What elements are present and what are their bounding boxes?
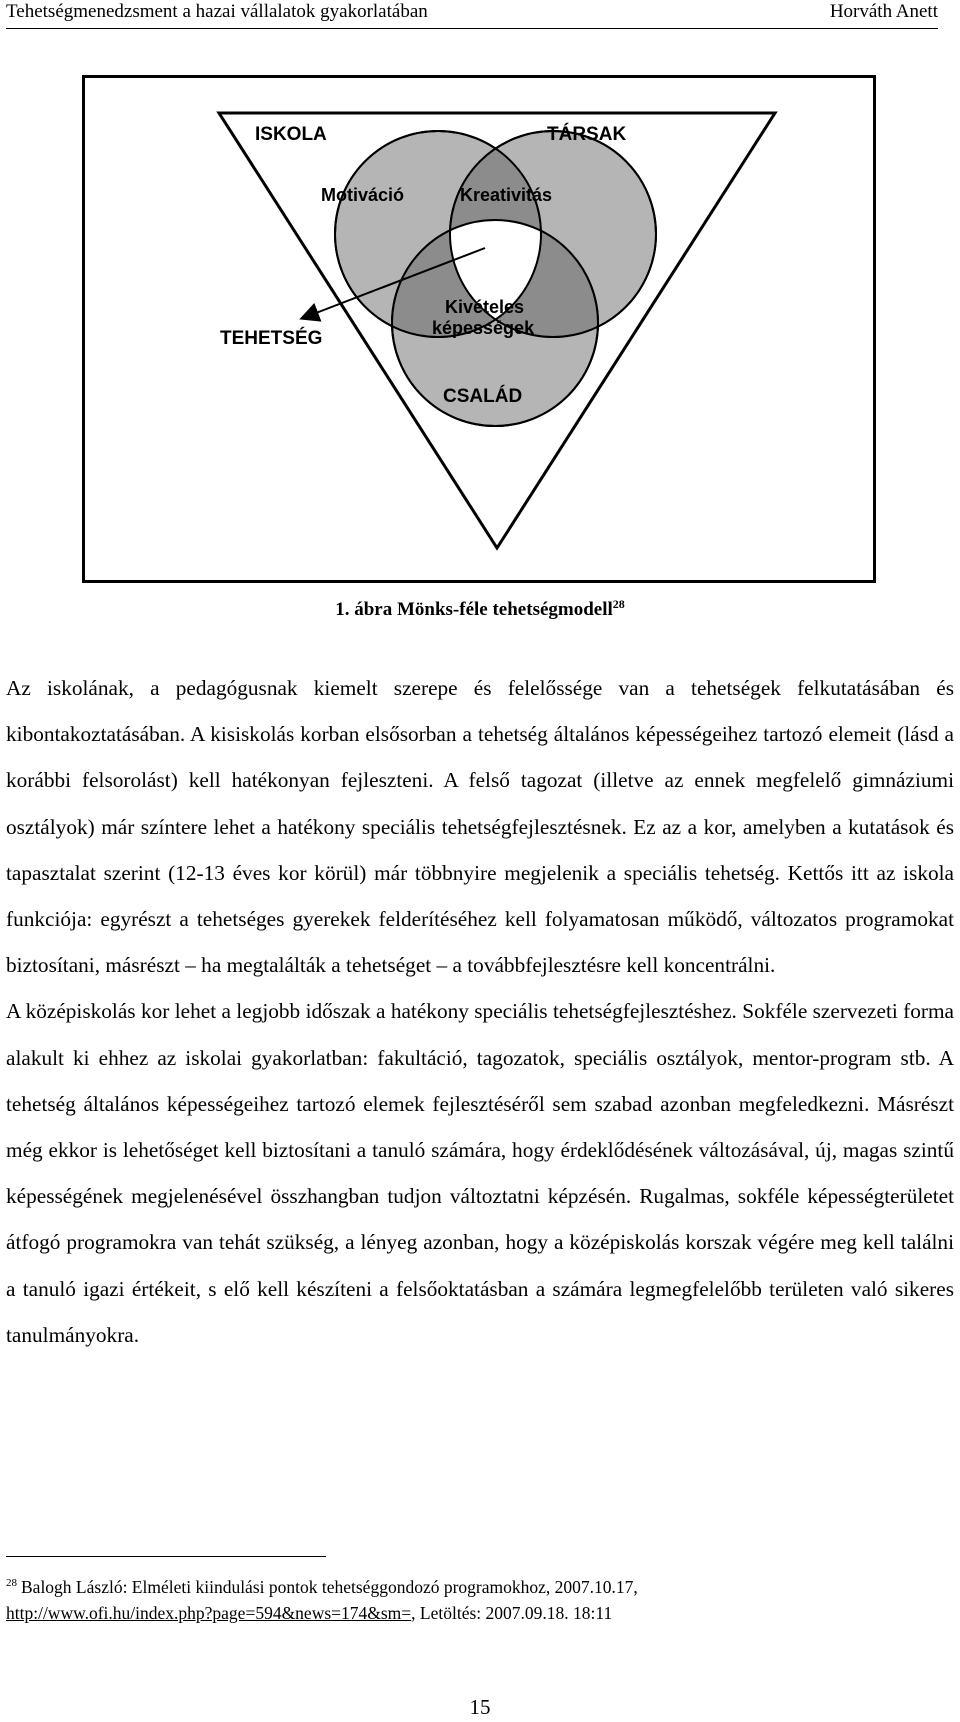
paragraph-2: A középiskolás kor lehet a legjobb időszak a hatékony speciális tehetségfejlesztéshez. Sokféle szervezeti forma alakult ki ehhez az iskolai gyakorlatban: fakultáció, tagozatok, speciális osztályok, mentor-program stb. A tehetség általános képességeihez tartozó elemek fejlesztéséről sem szabad azonban megfeledkezni. Másrészt még ekkor is lehetőséget kell biztosítani a tanuló számára, hogy érdeklődésének változásával, új, magas szintű képességének megjelenésével összhangban tudjon változtatni képzésén. Rugalmas, sokféle képességterületet átfogó programokra van tehát szükség, a lényeg azonban, hogy a középiskolás korszak végére meg kell találni a tanuló igazi értékeit, s elő kell készíteni a felsőoktatásban a számára legmegfelelőbb területen való sikeres tanulmányokra. xyxy=(6,999,954,1347)
label-peers: TÁRSAK xyxy=(547,124,627,145)
header-author: Horváth Anett xyxy=(829,1,938,22)
figure-caption xyxy=(0,597,960,621)
footnote-link[interactable]: http://www.ofi.hu/index.php?page=594&news=174&sm= xyxy=(6,1603,412,1623)
paragraph-1: Az iskolának, a pedagógusnak kiemelt szerepe és felelőssége van a tehetségek felkutatásában és kibontakoztatásában. A kisiskolás korban elsősorban a tehetség általános képességeihez tartozó elemeit (lásd a korábbi felsorolást) kell hatékonyan fejleszteni. A felső tagozat (illetve az ennek megfelelő gimnáziumi osztályok) már színtere lehet a hatékony speciális tehetségfejlesztésnek. Ez az a kor, amelyben a kutatások és tapasztalat szerint (12-13 éves kor körül) már többnyire megjelenik a speciális tehetség. Kettős itt az iskola funkciója: egyrészt a tehetséges gyerekek felderítéséhez kell folyamatosan működő, változatos programokat biztosítani, másrészt – ha megtalálták a tehetséget – a továbbfejlesztésre kell koncentrálni. xyxy=(6,676,954,978)
page-number: 15 xyxy=(469,1695,491,1719)
footnote-retrieved: , Letöltés: 2007.09.18. 18:11 xyxy=(411,1603,613,1623)
body-text xyxy=(6,665,954,1358)
running-header xyxy=(6,0,938,29)
footnote xyxy=(6,1570,946,1626)
label-talent: TEHETSÉG xyxy=(220,328,323,349)
header-title: Tehetségmenedzsment a hazai vállalatok gyakorlatában xyxy=(6,1,428,22)
label-creativity: Kreativitás xyxy=(460,185,553,205)
caption-footnote-ref: 28 xyxy=(612,597,625,611)
label-abilities-line1: Kivételes xyxy=(445,297,525,317)
footnote-number: 28 xyxy=(6,1577,17,1589)
label-family: CSALÁD xyxy=(443,386,523,407)
label-motivation: Motiváció xyxy=(321,185,405,205)
monks-model-figure xyxy=(82,75,876,583)
footnote-separator xyxy=(6,1556,326,1557)
monks-model-diagram xyxy=(85,78,873,580)
label-abilities-line2: képességek xyxy=(432,318,535,338)
caption-text: 1. ábra Mönks-féle tehetségmodell xyxy=(335,599,613,620)
label-school: ISKOLA xyxy=(255,124,327,145)
footnote-text: Balogh László: Elméleti kiindulási pontok tehetséggondozó programokhoz, 2007.10.17, xyxy=(21,1577,638,1597)
